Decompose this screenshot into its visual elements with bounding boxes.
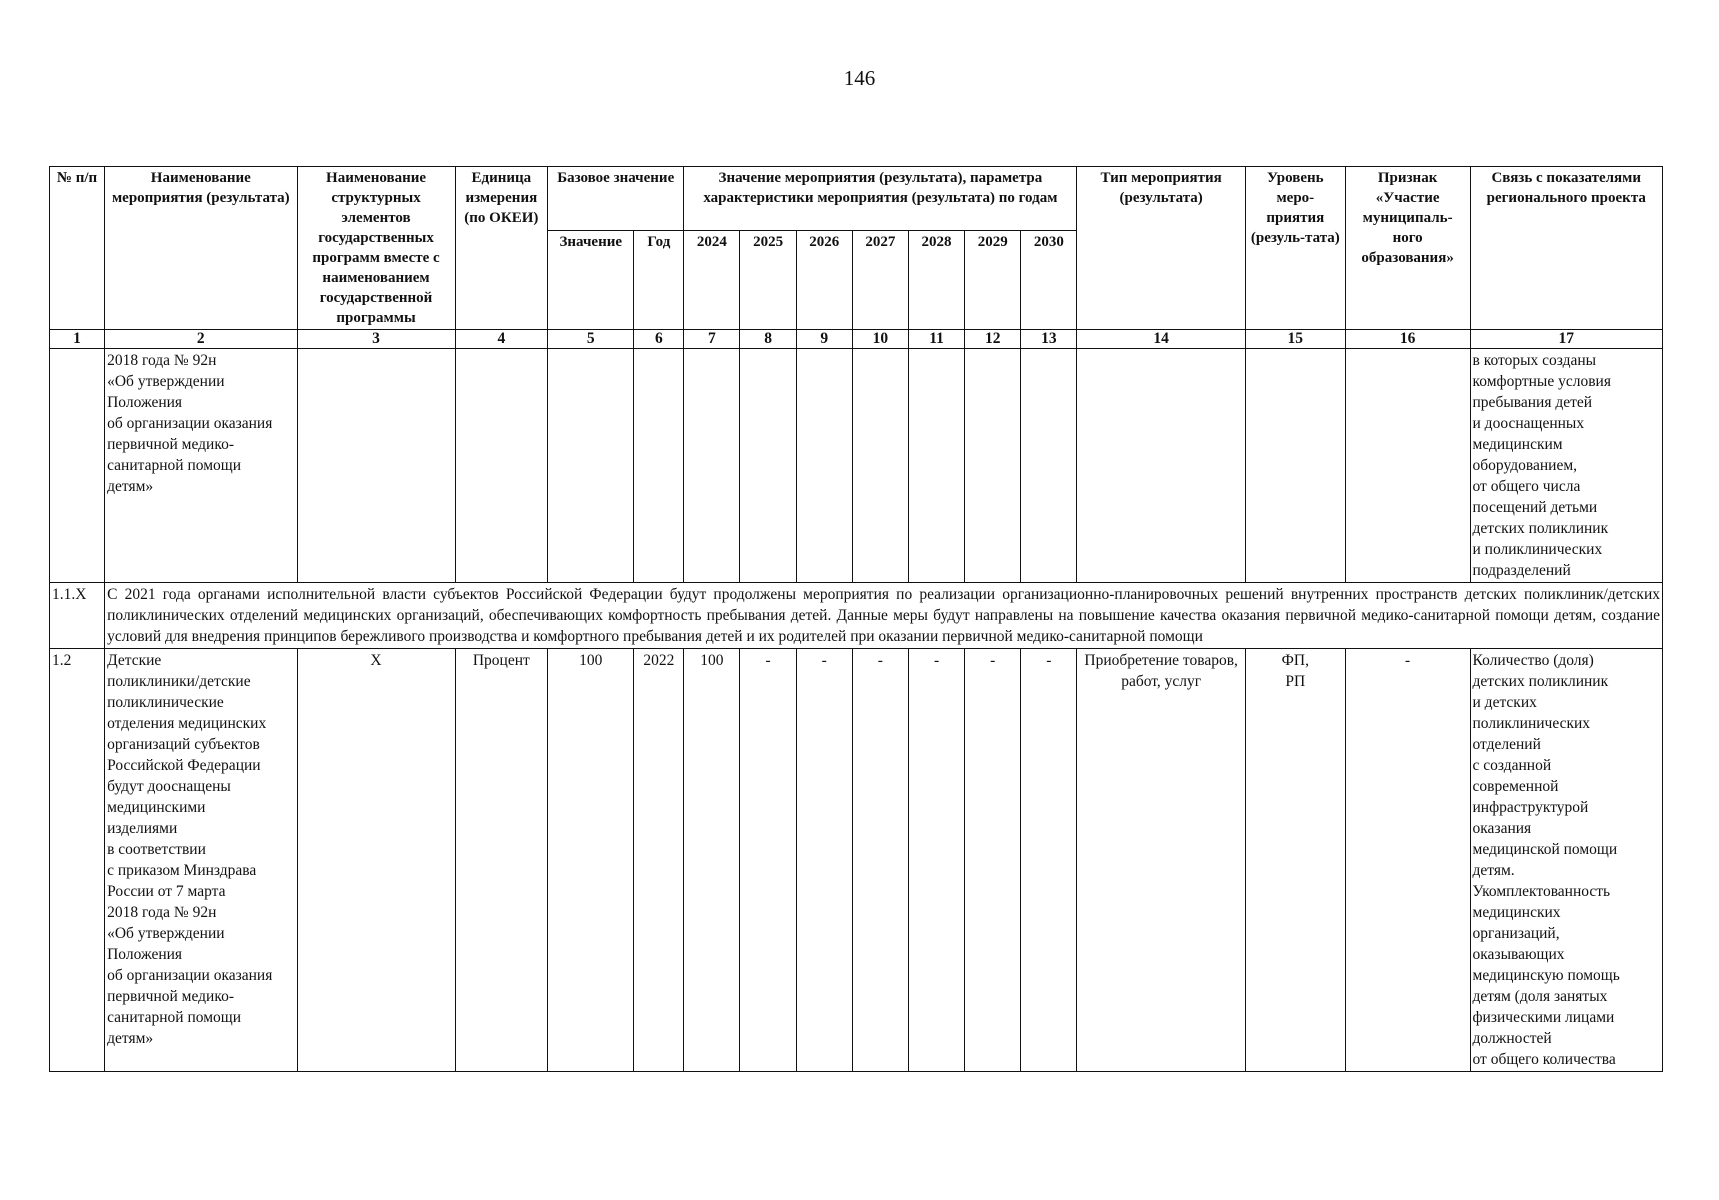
header-year-2030: 2030 bbox=[1021, 230, 1077, 329]
measures-table bbox=[49, 166, 1663, 1072]
header-base-value: Значение bbox=[548, 230, 634, 329]
column-number: 1 bbox=[50, 330, 105, 349]
row-1-2-value-2026: - bbox=[796, 649, 852, 1072]
column-number: 10 bbox=[852, 330, 908, 349]
row-1-2-value-2025: - bbox=[740, 649, 796, 1072]
column-number: 8 bbox=[740, 330, 796, 349]
cell-empty bbox=[548, 349, 634, 583]
header-year-2027: 2027 bbox=[852, 230, 908, 329]
column-number: 5 bbox=[548, 330, 634, 349]
row-1-2-value-2028: - bbox=[908, 649, 964, 1072]
continuation-name: 2018 года № 92н «Об утверждении Положения об организации оказания первичной медико- санитарной помощи детям» bbox=[105, 349, 297, 583]
cell-empty bbox=[1245, 349, 1345, 583]
column-number: 2 bbox=[105, 330, 297, 349]
continuation-link: в которых созданы комфортные условия пребывания детей и дооснащенных медицинским оборудованием, от общего числа посещений детьми детских поликлиник и поликлинических подразделений bbox=[1470, 349, 1662, 583]
column-number: 6 bbox=[634, 330, 684, 349]
header-municipal: Признак «Участие муниципаль-ного образования» bbox=[1345, 167, 1470, 330]
cell-empty bbox=[297, 349, 455, 583]
row-1-2-base-year: 2022 bbox=[634, 649, 684, 1072]
row-1-2-structural: X bbox=[297, 649, 455, 1072]
row-1-2-name: Детские поликлиники/детские поликлинические отделения медицинских организаций субъектов Российской Федерации будут дооснащены медицинскими изделиями в соответствии с приказом Минздрава России от 7 марта 2018 года № 92н «Об утверждении Положения об организации оказания первичной медико- санитарной помощи детям» bbox=[105, 649, 297, 1072]
header-link: Связь с показателями регионального проекта bbox=[1470, 167, 1662, 330]
header-year-2026: 2026 bbox=[796, 230, 852, 329]
header-year-2024: 2024 bbox=[684, 230, 740, 329]
row-1-2-link: Количество (доля) детских поликлиник и детских поликлинических отделений с созданной современной инфраструктурой оказания медицинской помощи детям. Укомплектованность медицинских организаций, оказывающих медицинскую помощь детям (доля занятых физическими лицами должностей от общего количества bbox=[1470, 649, 1662, 1072]
cell-empty bbox=[740, 349, 796, 583]
row-1-2-value-2029: - bbox=[965, 649, 1021, 1072]
row-1-2-municipal: - bbox=[1345, 649, 1470, 1072]
continuation-row bbox=[50, 349, 1663, 583]
header-level: Уровень меро-приятия (резуль-тата) bbox=[1245, 167, 1345, 330]
header-year-2025: 2025 bbox=[740, 230, 796, 329]
header-base: Базовое значение bbox=[548, 167, 684, 231]
row-number: 1.2 bbox=[50, 649, 105, 1072]
column-numbers-row bbox=[50, 330, 1663, 349]
column-number: 15 bbox=[1245, 330, 1345, 349]
cell-empty bbox=[908, 349, 964, 583]
header-values-by-year: Значение мероприятия (результата), параметра характеристики мероприятия (результата) по годам bbox=[684, 167, 1077, 231]
header-unit: Единица измерения (по ОКЕИ) bbox=[455, 167, 548, 330]
row-1-2-value-2024: 100 bbox=[684, 649, 740, 1072]
row-1-2-base-value: 100 bbox=[548, 649, 634, 1072]
column-number: 11 bbox=[908, 330, 964, 349]
row-1-1-x bbox=[50, 583, 1663, 649]
column-number: 7 bbox=[684, 330, 740, 349]
cell-empty bbox=[852, 349, 908, 583]
cell-empty bbox=[1021, 349, 1077, 583]
row-1-2-value-2027: - bbox=[852, 649, 908, 1072]
column-number: 4 bbox=[455, 330, 548, 349]
header-name: Наименование мероприятия (результата) bbox=[105, 167, 297, 330]
cell-empty bbox=[965, 349, 1021, 583]
cell-empty bbox=[455, 349, 548, 583]
column-number: 16 bbox=[1345, 330, 1470, 349]
header-year-2028: 2028 bbox=[908, 230, 964, 329]
row-1-2-value-2030: - bbox=[1021, 649, 1077, 1072]
cell-empty bbox=[796, 349, 852, 583]
page-number: 146 bbox=[843, 66, 876, 90]
column-number: 9 bbox=[796, 330, 852, 349]
column-number: 13 bbox=[1021, 330, 1077, 349]
header-structural: Наименование структурных элементов государственных программ вместе с наименованием государственной программы bbox=[297, 167, 455, 330]
header-type: Тип мероприятия (результата) bbox=[1077, 167, 1245, 330]
cell-empty bbox=[684, 349, 740, 583]
column-number: 3 bbox=[297, 330, 455, 349]
column-number: 12 bbox=[965, 330, 1021, 349]
row-1-2-level: ФП, РП bbox=[1245, 649, 1345, 1072]
column-number: 14 bbox=[1077, 330, 1245, 349]
cell-empty bbox=[50, 349, 105, 583]
header-year-2029: 2029 bbox=[965, 230, 1021, 329]
row-1-2-unit: Процент bbox=[455, 649, 548, 1072]
row-1-2-type: Приобретение товаров, работ, услуг bbox=[1077, 649, 1245, 1072]
row-1-2 bbox=[50, 649, 1663, 1072]
column-number: 17 bbox=[1470, 330, 1662, 349]
cell-empty bbox=[1345, 349, 1470, 583]
cell-empty bbox=[1077, 349, 1245, 583]
cell-empty bbox=[634, 349, 684, 583]
header-base-year: Год bbox=[634, 230, 684, 329]
header-num: № п/п bbox=[50, 167, 105, 330]
row-number: 1.1.X bbox=[50, 583, 105, 649]
row-1-1-x-text: С 2021 года органами исполнительной власти субъектов Российской Федерации будут продолжены мероприятия по реализации организационно-планировочных решений внутренних пространств детских поликлиник/детских поликлинических отделений медицинских организаций, обеспечивающих комфортность пребывания детей. Данные меры будут направлены на повышение качества оказания первичной медико-санитарной помощи детям, создание условий для внедрения принципов бережливого производства и комфортного пребывания детей и их родителей при оказании первичной медико-санитарной помощи bbox=[105, 583, 1663, 649]
